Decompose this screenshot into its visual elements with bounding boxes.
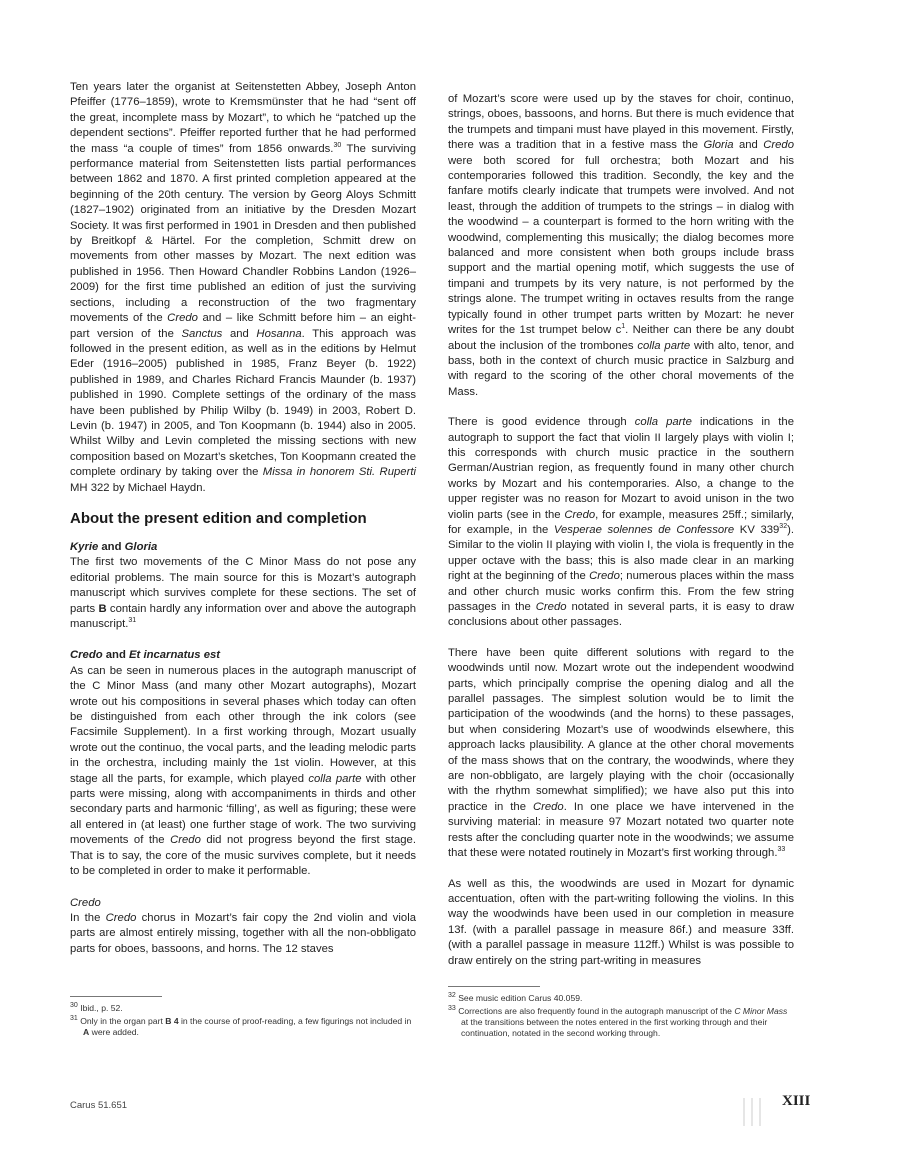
text: and – like Schmitt before him – an eight-part version of the xyxy=(70,312,416,340)
text: . This approach was followed in the present edition, as well as in the editions by Helmut Eder (1916–2005) published in 1985, Franz Beyer (b. 1922) published in 1989, and Charles Richard Francis Maunder (b. 1937) published in 1990. Complete settings of the ordinary of the mass have been published by Philip Wilby (b. 1949) in 2003, Robert D. Levin (b. 1947) in 2005, and Ton Koopmann (b. 1944) also in 2005. Whilst Wilby and Levin completed the missing sections with new composition based on Mozart’s sketches, Ton Koopmann created the complete ordinary by taking over the xyxy=(70,327,416,479)
text-italic: Sanctus xyxy=(181,327,223,340)
text: ; numerous places within the mass and other church music works confirm this. From the few string passages in the xyxy=(448,570,794,613)
footnote xyxy=(448,1006,794,1039)
paragraph xyxy=(70,911,416,957)
text-italic: Credo xyxy=(167,312,198,325)
text: There is good evidence through xyxy=(448,416,635,429)
paragraph xyxy=(448,415,794,631)
footnote-text-bold: B 4 xyxy=(165,1016,179,1026)
footnote xyxy=(70,1003,416,1014)
footnote-text-italic: C Minor Mass xyxy=(734,1006,788,1016)
subheading xyxy=(70,648,416,663)
text: did not progress beyond the first stage. That is to say, the core of the music survives complete, but it needs to be completed in order to make it performable. xyxy=(70,834,416,878)
footnote-number: 32 xyxy=(448,992,456,1000)
subheading-part: and xyxy=(98,540,125,553)
text: MH 322 by Michael Haydn. xyxy=(70,481,206,494)
subheading-part: and xyxy=(102,649,130,662)
text-italic: Credo xyxy=(535,601,567,613)
text: with alto, tenor, and bass, both in the context of church music practice in Salzburg and with regard to the scoring of the other choral movements of the Mass. xyxy=(448,339,795,398)
footnote xyxy=(448,993,794,1004)
footnote-text: Only in the organ part xyxy=(80,1016,166,1026)
text: ). Similar to the violin II playing with violin I, the viola is frequently in the upper octave with the bass; this is also made clear in an marking right at the beginning of the xyxy=(448,523,794,583)
footnote-number: 31 xyxy=(70,1015,78,1023)
footnote-rule xyxy=(448,986,540,987)
text-italic: colla parte xyxy=(634,416,692,429)
text: As can be seen in numerous places in the autograph manuscript of the C Minor Mass (and many other Mozart autographs), Mozart wrote out his compositions in several phases which today can often be distinguished from each other through the ink colors (see Facsimile Supplement). In a first working through, Mozart usually wrote out the continuo, the vocal parts, and the leading melodic parts in the orchestra, including mainly the 1st violin. However, at this stage all the parts, for example, which played xyxy=(70,664,416,785)
text: with other parts were missing, along with accompaniments in thirds and other secondary parts and harmonic ‘filling’, as well as figuring; these were all entered in (at least) one further stage of work. The two surviving movements of the xyxy=(70,772,416,847)
text-italic: Credo xyxy=(763,139,794,152)
footnote-number: 30 xyxy=(70,1002,78,1010)
footnote-ref: 30 xyxy=(333,141,342,149)
text-italic: Gloria xyxy=(703,139,734,152)
decorative-ticks xyxy=(740,1096,770,1126)
footnote-text: were added. xyxy=(89,1027,139,1037)
footer-imprint: Carus 51.651 xyxy=(70,1100,128,1111)
text: In the xyxy=(70,911,106,924)
text: and xyxy=(733,139,764,152)
footnote-text: at the transitions between the notes entered in the first working through and their continuation, notated in the second working through. xyxy=(461,1017,768,1038)
text-italic: Vesperae solennes de Confessore xyxy=(553,523,735,536)
text: . Neither can there be any doubt about the inclusion of the trombones xyxy=(448,324,794,352)
text: Ten years later the organist at Seitenstetten Abbey, Joseph Anton Pfeiffer (1776–1859), wrote to Kremsmünster that he had “sent off the great, incomplete mass by Mozart”, to which he “patched up the dependent sections”. Pfeiffer reported further that he had performed the mass “a couple of times” from 1856 onwards. xyxy=(70,81,416,155)
text: contain hardly any information over and above the autograph manuscript. xyxy=(70,602,416,630)
text: , for example, measures 25ff.; similarly, for example, in the xyxy=(448,508,794,536)
text: were both scored for full orchestra; both Mozart and his contemporaries followed this tradition. Secondly, the key and the fanfare motifs clearly indicate that trumpets were involved. And not least, through the addition of trumpets to the strings – in dialog with the woodwind – a counterpart is formed to the horn writing with the woodwind, complementing this musically; the dialog becomes more balanced and more consistent when both groups include brass support and the martial opening motif, which suggests the use of timpani and trumpets by its very nature, is not performed by the strings alone. The trumpet writing in octaves results from the range typically found in other trumpet parts written by Mozart: he never writes for the 1st trumpet below c xyxy=(448,154,794,337)
text: The first two movements of the C Minor Mass do not pose any editorial problems. The main source for this is Mozart’s autograph manuscript which survives complete for these sections. The set of parts xyxy=(70,556,416,615)
paragraph xyxy=(448,92,794,400)
text-italic: Credo xyxy=(564,508,596,521)
footnote-text: Corrections are also frequently found in the autograph manuscript of the xyxy=(458,1006,735,1016)
footnotes-left xyxy=(70,1003,416,1040)
subheading-part: Credo xyxy=(70,649,103,662)
text-italic: Missa in honorem Sti. Ruperti xyxy=(262,466,416,479)
footnote-rule xyxy=(70,996,162,997)
page-number: XIII xyxy=(782,1093,811,1109)
footnote-ref: 33 xyxy=(777,846,786,854)
text: The surviving performance material from Seitenstetten lists partial performances between 1862 and 1870. A first printed completion appeared at the beginning of the 20th century. The version by Georg Aloys Schmitt (1827–1902) originated from an initiative by the Dresden Mozart Society. It was first performed in 1901 in Dresden and then published by Breitkopf & Härtel. For the completion, Schmitt drew on movements from other masses by Mozart. The next edition was published in 1956. Then Howard Chandler Robbins Landon (1926–2009) for the first time published an edition of just the surviving sections, including a reconstruction of the two fragmentary movements of the xyxy=(70,142,417,325)
right-column xyxy=(448,92,794,969)
left-column xyxy=(70,80,416,957)
paragraph: As well as this, the woodwinds are used in Mozart for dynamic accentuation, often with the part-writing following the violins. In this way the woodwinds have been used in our completion in measure 13f. (with a parallel passage in measure 86f.) and measure 33ff. (with a parallel passage in measure 112ff.) Whilst is was possible to draw entirely on the string part-writing in measures xyxy=(448,877,794,967)
footnote-text: in the course of proof-reading, a few figurings not included in xyxy=(178,1016,412,1026)
text-italic: Credo xyxy=(170,834,201,847)
text-italic: colla parte xyxy=(637,339,691,352)
text: and xyxy=(222,327,257,340)
footnotes-right xyxy=(448,993,794,1041)
footnote-text: See music edition Carus 40.059. xyxy=(458,993,583,1003)
footnote xyxy=(70,1016,416,1038)
footnote-ref: 31 xyxy=(128,617,137,625)
text: KV 339 xyxy=(734,523,780,536)
paragraph xyxy=(448,646,794,862)
text: of Mozart’s score were used up by the staves for choir, continuo, strings, oboes, bassoons, and horns. But there is much evidence that the trumpets and timpani must have played in this movement. Firstly, there was a tradition that in a festive mass the xyxy=(448,93,795,152)
paragraph xyxy=(70,555,416,632)
text-bold: B xyxy=(98,602,107,615)
subheading-part: Gloria xyxy=(124,540,158,553)
text: notated in several parts, it is easy to draw conclusions about other passages. xyxy=(448,601,794,629)
text-italic: Hosanna xyxy=(256,327,302,340)
paragraph xyxy=(70,664,416,880)
text: . In one place we have intervened in the surviving material: in measure 97 Mozart notated two quarter note rests after the concluding quarter note in the woodwinds; we assume that these were notated routinely in Mozart’s first working through. xyxy=(448,800,795,860)
text-italic: Credo xyxy=(532,800,564,813)
text-italic: colla parte xyxy=(308,772,362,785)
text: chorus in Mozart’s fair copy the 2nd violin and viola parts are almost entirely missing, together with all the non-obbligato parts for oboes, bassoons, and horns. The 12 staves xyxy=(70,911,416,955)
footnote-number: 33 xyxy=(448,1005,456,1013)
text-italic: Credo xyxy=(589,570,620,583)
subheading xyxy=(70,540,416,555)
footnote-text-bold: A xyxy=(83,1027,90,1037)
section-heading: About the present edition and completion xyxy=(70,509,367,527)
text-italic: Credo xyxy=(105,911,137,924)
subheading-part: Kyrie xyxy=(70,540,99,553)
text: indications in the autograph to support the fact that violin II largely plays with violin I; this corresponds with church music practice in the southern German/Austrian region, as frequently found in many other church works by Mozart and his contemporaries. Also, a change to the upper register was no reason for Mozart to avoid unison in the two violin parts (see in the xyxy=(448,416,795,521)
footnote-text: Ibid., p. 52. xyxy=(80,1003,123,1013)
footnote-ref: 32 xyxy=(779,523,788,531)
superscript: 1 xyxy=(621,323,626,331)
subheading: Credo xyxy=(70,896,101,909)
paragraph xyxy=(70,80,416,496)
subheading-part: Et incarnatus est xyxy=(129,649,221,662)
text: There have been quite different solutions with regard to the woodwinds until now. Mozart wrote out the independent woodwind parts, which principally comprise the opening dialog and all the parallel passages. The simplest solution would be to limit the participation of the woodwinds (and the horns) to these passages, but when considering Mozart’s use of woodwinds elsewhere, this approach lacks plausibility. A glance at the other choral movements of the mass shows that on the contrary, the woodwinds, where they are non-obbligato, are largely playing with the choir (occasionally with the rhythm somewhat simplified); we have also put this into practice in the xyxy=(448,646,794,813)
